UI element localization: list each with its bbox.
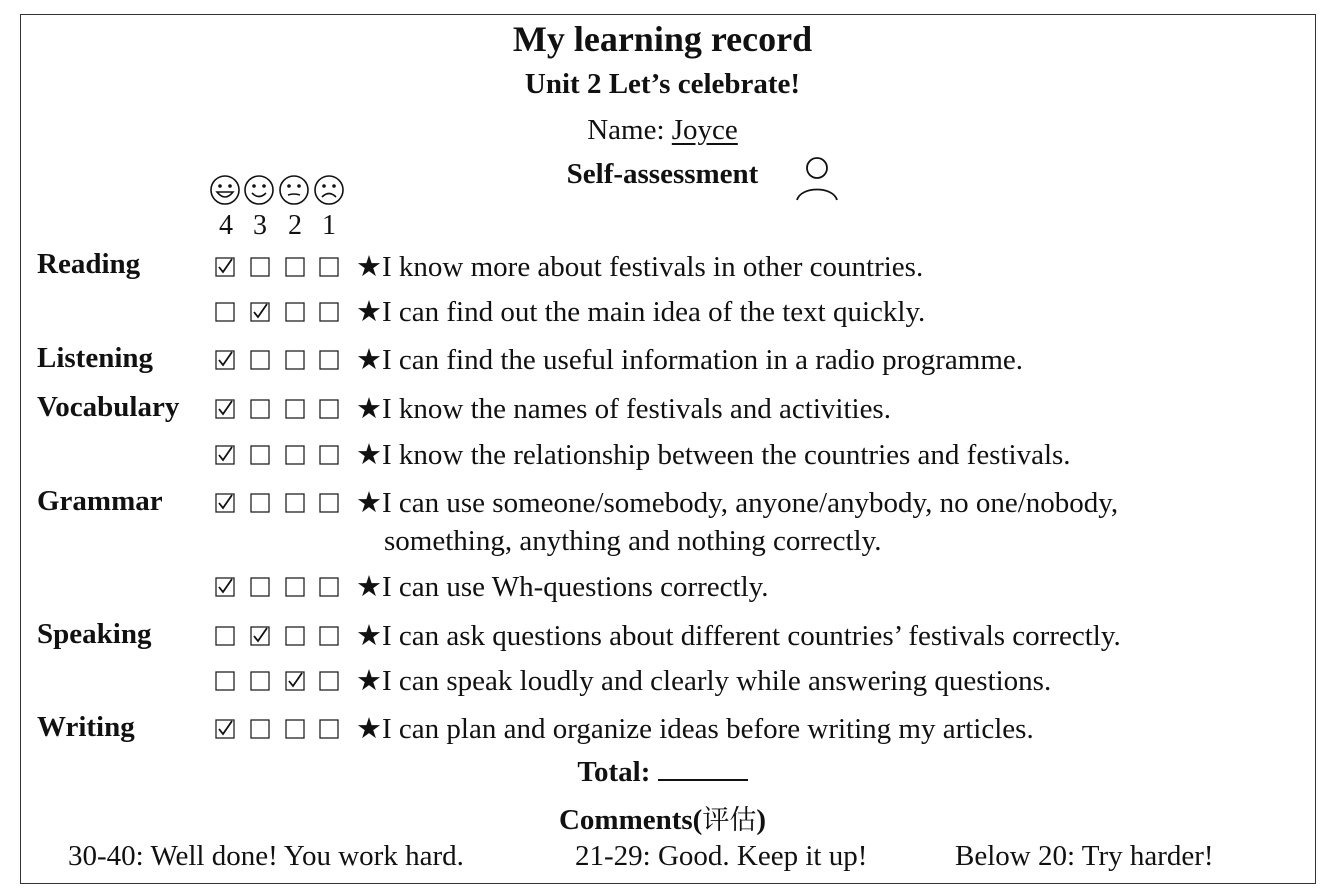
checkbox-empty[interactable]	[319, 445, 339, 465]
score-label-1: 1	[322, 210, 336, 241]
checkbox-checked[interactable]	[215, 445, 235, 465]
score-label-2: 2	[288, 210, 302, 241]
comments-chinese: 评估	[702, 805, 757, 836]
checkbox-checked[interactable]	[215, 399, 235, 419]
checkbox-empty[interactable]	[319, 719, 339, 739]
skill-writing: Writing	[37, 711, 135, 743]
comment-scale-high: 30-40: Well done! You work hard.	[68, 840, 464, 872]
comment-scale-low: Below 20: Try harder!	[955, 840, 1214, 872]
total-blank[interactable]	[658, 757, 748, 781]
checkbox-empty[interactable]	[319, 302, 339, 322]
checkbox-empty[interactable]	[250, 577, 270, 597]
statement-listening-1: ★I can find the useful information in a radio programme.	[356, 344, 1024, 376]
checkbox-empty[interactable]	[285, 350, 305, 370]
checkbox-checked[interactable]	[250, 302, 270, 322]
statement-vocabulary-1: ★I know the names of festivals and activities.	[356, 393, 891, 425]
person-icon	[795, 154, 839, 204]
statement-vocabulary-2: ★I know the relationship between the countries and festivals.	[356, 439, 1071, 471]
checkbox-empty[interactable]	[285, 399, 305, 419]
skill-listening: Listening	[37, 342, 154, 374]
total-line	[0, 756, 1325, 789]
comments-heading	[0, 798, 1325, 837]
checkbox-checked[interactable]	[250, 626, 270, 646]
skill-speaking: Speaking	[37, 618, 152, 650]
checkbox-empty[interactable]	[319, 257, 339, 277]
checkbox-checked[interactable]	[215, 493, 235, 513]
skill-vocabulary: Vocabulary	[37, 391, 180, 423]
statement-writing-1: ★I can plan and organize ideas before writing my articles.	[356, 713, 1034, 745]
skill-reading: Reading	[37, 248, 141, 280]
checkbox-checked[interactable]	[215, 719, 235, 739]
very-happy-face-icon	[209, 174, 241, 206]
score-label-4: 4	[219, 210, 233, 241]
checkbox-empty[interactable]	[215, 302, 235, 322]
statement-grammar-1: ★I can use someone/somebody, anyone/anybody, no one/nobody,	[356, 487, 1119, 519]
name-line	[0, 114, 1325, 147]
checkbox-checked[interactable]	[215, 350, 235, 370]
checkbox-checked[interactable]	[285, 671, 305, 691]
total-label: Total:	[577, 756, 658, 788]
checkbox-checked[interactable]	[215, 257, 235, 277]
checkbox-empty[interactable]	[285, 302, 305, 322]
statement-grammar-1-continued: something, anything and nothing correctly.	[384, 525, 882, 557]
page-title: My learning record	[512, 19, 813, 59]
checkbox-checked[interactable]	[215, 577, 235, 597]
checkbox-empty[interactable]	[250, 719, 270, 739]
checkbox-empty[interactable]	[215, 671, 235, 691]
statement-speaking-2: ★I can speak loudly and clearly while answering questions.	[356, 665, 1052, 697]
checkbox-empty[interactable]	[215, 626, 235, 646]
checkbox-empty[interactable]	[319, 350, 339, 370]
checkbox-empty[interactable]	[319, 626, 339, 646]
checkbox-empty[interactable]	[250, 671, 270, 691]
checkbox-empty[interactable]	[250, 399, 270, 419]
checkbox-empty[interactable]	[319, 671, 339, 691]
checkbox-empty[interactable]	[250, 350, 270, 370]
checkbox-empty[interactable]	[285, 257, 305, 277]
checkbox-empty[interactable]	[319, 399, 339, 419]
checkbox-empty[interactable]	[319, 577, 339, 597]
neutral-face-icon	[278, 174, 310, 206]
name-value: Joyce	[671, 114, 738, 146]
statement-grammar-2: ★I can use Wh-questions correctly.	[356, 571, 769, 603]
checkbox-empty[interactable]	[285, 719, 305, 739]
sad-face-icon	[313, 174, 345, 206]
checkbox-empty[interactable]	[250, 445, 270, 465]
name-label: Name:	[587, 114, 672, 146]
skill-grammar: Grammar	[37, 485, 163, 517]
checkbox-empty[interactable]	[285, 493, 305, 513]
unit-title: Unit 2 Let’s celebrate!	[524, 68, 801, 100]
score-label-3: 3	[253, 210, 267, 241]
self-assessment-label: Self-assessment	[566, 158, 759, 190]
statement-speaking-1: ★I can ask questions about different countries’ festivals correctly.	[356, 620, 1121, 652]
checkbox-empty[interactable]	[250, 493, 270, 513]
checkbox-empty[interactable]	[285, 445, 305, 465]
happy-face-icon	[243, 174, 275, 206]
comment-scale-mid: 21-29: Good. Keep it up!	[575, 840, 868, 872]
comments-close: )	[756, 804, 767, 836]
statement-reading-2: ★I can find out the main idea of the text quickly.	[356, 296, 926, 328]
checkbox-empty[interactable]	[285, 626, 305, 646]
self-assessment-heading	[0, 158, 1325, 191]
statement-reading-1: ★I know more about festivals in other countries.	[356, 251, 924, 283]
checkbox-empty[interactable]	[250, 257, 270, 277]
checkbox-empty[interactable]	[319, 493, 339, 513]
checkbox-empty[interactable]	[285, 577, 305, 597]
comments-label: Comments(	[558, 804, 703, 836]
